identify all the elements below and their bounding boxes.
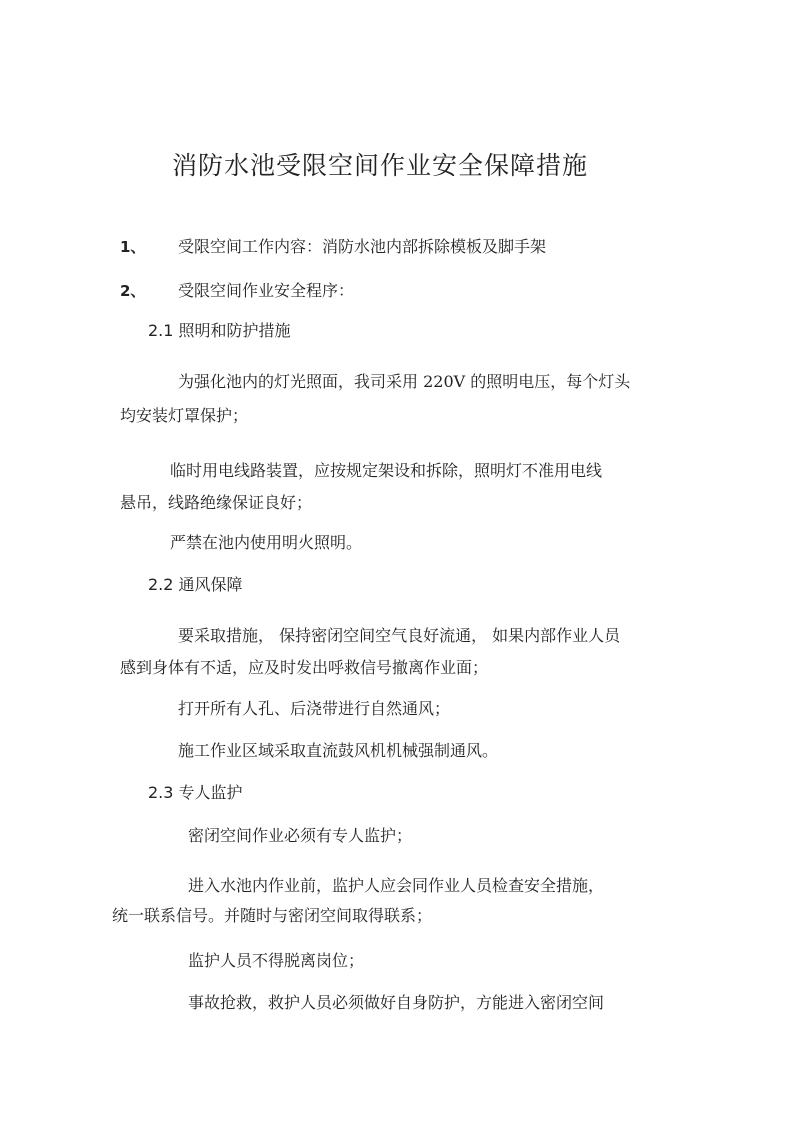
section-2-1-para-1-line-2: 均安装灯罩保护； — [120, 406, 249, 425]
section-2-2-number: 2.2 — [148, 575, 174, 594]
item-1-number: 1、 — [120, 238, 146, 256]
section-2-3-title: 专人监护 — [178, 783, 243, 802]
item-2-text: 受限空间作业安全程序： — [178, 281, 355, 300]
section-2-3-para-4-line-1: 事故抢救，救护人员必须做好自身防护，方能进入密闭空间 — [188, 993, 605, 1012]
section-2-2-para-1-line-2: 感到身体有不适，应及时发出呼救信号撤离作业面； — [120, 658, 489, 677]
section-2-1-title: 照明和防护措施 — [178, 321, 291, 340]
section-2-1-number: 2.1 — [148, 321, 174, 340]
section-2-1-para-3-line-1: 严禁在池内使用明火照明。 — [170, 533, 363, 552]
section-2-1-para-2-line-2: 悬吊，线路绝缘保证良好； — [120, 493, 313, 512]
section-2-2-para-1-line-1: 要采取措施， 保持密闭空间空气良好流通， 如果内部作业人员 — [178, 626, 621, 645]
section-2-1-para-2-line-1: 临时用电线路装置，应按规定架设和拆除，照明灯不准用电线 — [170, 461, 603, 480]
section-2-2-para-3-line-1: 施工作业区域采取直流鼓风机机械强制通风。 — [178, 741, 499, 760]
section-2-3-heading — [148, 782, 243, 804]
item-2-number: 2、 — [120, 282, 146, 300]
section-2-3-para-1-line-1: 密闭空间作业必须有专人监护； — [188, 826, 413, 845]
section-2-2-para-2-line-1: 打开所有人孔、后浇带进行自然通风； — [178, 699, 451, 718]
section-2-3-number: 2.3 — [148, 783, 174, 802]
section-2-1-para-1-line-1: 为强化池内的灯光照面，我司采用 220V 的照明电压，每个灯头 — [178, 372, 631, 391]
section-2-2-heading — [148, 574, 243, 596]
item-1-text: 受限空间工作内容：消防水池内部拆除模板及脚手架 — [178, 237, 547, 256]
section-2-3-para-2-line-2: 统一联系信号。并随时与密闭空间取得联系； — [112, 906, 433, 925]
document-title: 消防水池受限空间作业安全保障措施 — [171, 151, 588, 180]
section-2-3-para-3-line-1: 监护人员不得脱离岗位； — [188, 951, 365, 970]
section-2-3-para-2-line-1: 进入水池内作业前，监护人应会同作业人员检查安全措施， — [188, 876, 605, 895]
section-2-1-heading — [148, 320, 291, 342]
section-2-2-title: 通风保障 — [178, 575, 243, 594]
